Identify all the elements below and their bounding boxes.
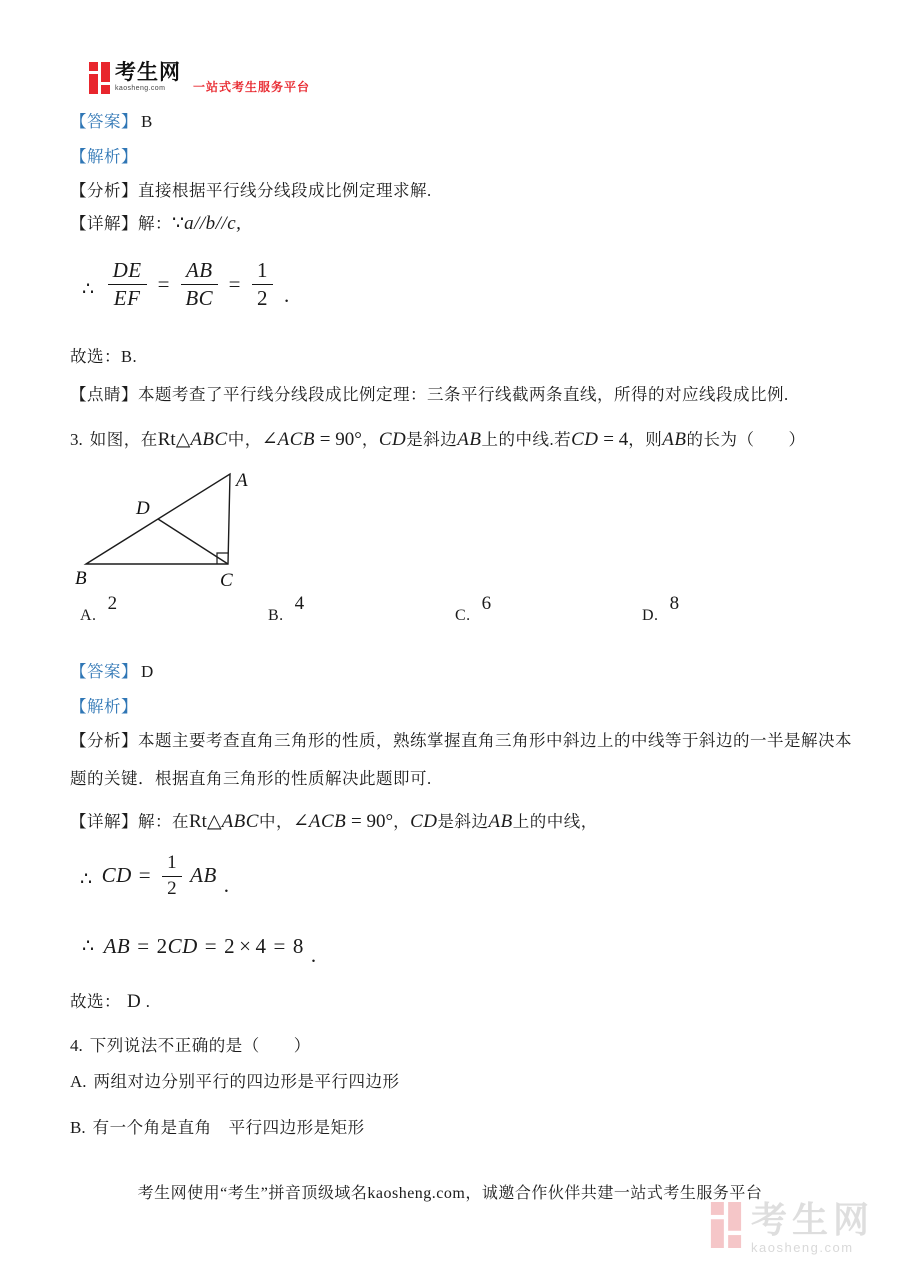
kaosheng-logo-icon [88,62,111,94]
question-3-stem: 3. 如图，在Rt△ABC中，∠ACB = 90°，CD是斜边AB上的中线.若CD = 4，则AB的长为（ ） [70,429,806,450]
equals-sign: = [138,863,152,888]
dianjing-tag: 【点睛】 [70,385,138,404]
fenxi-line1-q3: 【分析】本题主要考查直角三角形的性质，熟练掌握直角三角形中斜边上的中线等于斜边的一半是解决本 [70,731,852,750]
answer-line-q2 [70,110,153,134]
jiexi-line-q2 [70,145,138,169]
equals-sign: = [228,271,241,296]
dianjing-text: 本题考查了平行线分线段成比例定理：三条平行线截两条直线，所得的对应线段成比例. [138,385,789,404]
guxuan-line-q3: 故选： D . [70,991,151,1012]
fraction-ab-bc: $\frac{AB}{BC}$ [181,258,218,310]
vertex-label-a: A [236,470,248,491]
fraction-de-ef: $\frac{DE}{EF}$ [108,258,147,310]
guxuan-line-q2: 故选：B. [70,347,138,366]
xiangjie-line-q3: 【详解】解：在Rt△ABC中，∠ACB = 90°，CD是斜边AB上的中线， [70,811,598,832]
jiexi-tag: 【解析】 [70,697,138,716]
xiangjie-line-q2 [70,212,241,236]
option-b: B.4 [268,593,305,624]
answer-line-q3 [70,660,154,684]
fenxi-tag: 【分析】 [70,181,138,200]
jiexi-line-q3 [70,695,138,719]
option-d: D.8 [642,593,680,624]
vertex-label-d: D [136,498,150,519]
option-a: A.2 [80,593,118,624]
equals-sign: = [157,271,170,296]
because-symbol: ∵ [172,213,185,234]
logo-domain: kaosheng.com [115,85,166,92]
jiexi-tag: 【解析】 [70,147,138,166]
fenxi-line-q2 [70,179,432,203]
kaosheng-watermark [710,1199,875,1255]
answer-tag: 【答案】 [70,112,138,131]
fraction-one-half: $\frac{1}{2}$ [162,852,182,900]
kaosheng-watermark-icon [710,1202,742,1248]
question-4-stem: 4. 下列说法不正确的是（ ） [70,1036,311,1055]
option-c: C.6 [455,593,492,624]
xiangjie-cn: 解： [138,214,172,233]
formula-period: . [310,943,317,967]
fenxi-text: 直接根据平行线分线段成比例定理求解. [138,181,432,200]
therefore-symbol: ∴ [82,279,95,301]
answer-value: B [141,112,153,131]
answer-tag: 【答案】 [70,662,138,681]
logo-title: 考生网 [115,61,181,84]
parallel-expression: a//b//c, [184,213,242,234]
fraction-one-half: $\frac{1}{2}$ [252,258,273,310]
kaosheng-logo [88,62,310,95]
therefore-symbol: ∴ [80,868,93,890]
proportion-formula [82,258,290,310]
watermark-text-block [751,1199,875,1255]
xiangjie-tag: 【详解】 [70,214,138,233]
question-4-option-a: A. 两组对边分别平行的四边形是平行四边形 [70,1072,400,1091]
formula-period: . [283,283,290,308]
right-triangle-diagram [72,466,282,598]
vertex-label-c: C [220,570,233,591]
therefore-symbol: ∴ [82,936,95,957]
footer-slogan: 考生网使用“考生”拼音顶级域名kaosheng.com，诚邀合作伙伴共建一站式考生服务平台 [137,1185,763,1202]
logo-text-block [115,62,181,92]
logo-tagline: 一站式考生服务平台 [193,80,311,94]
watermark-domain: kaosheng.com [751,1240,854,1255]
dianjing-line-q2 [70,383,789,407]
fenxi-line2-q3: 题的关键．根据直角三角形的性质解决此题即可. [70,769,432,788]
vertex-label-b: B [75,568,87,589]
question-4-option-b: B. 有一个角是直角 平行四边形是矩形 [70,1118,365,1137]
watermark-title: 考生网 [751,1199,875,1240]
answer-value: D [141,662,154,681]
cd-half-ab-formula: ∴ CD = $\frac{1}{2}$ AB . [80,852,230,899]
formula-period: . [223,872,230,897]
ab-equals-8-formula: ∴ AB = 2 CD = 2 × 4 = 8 . [82,934,317,967]
